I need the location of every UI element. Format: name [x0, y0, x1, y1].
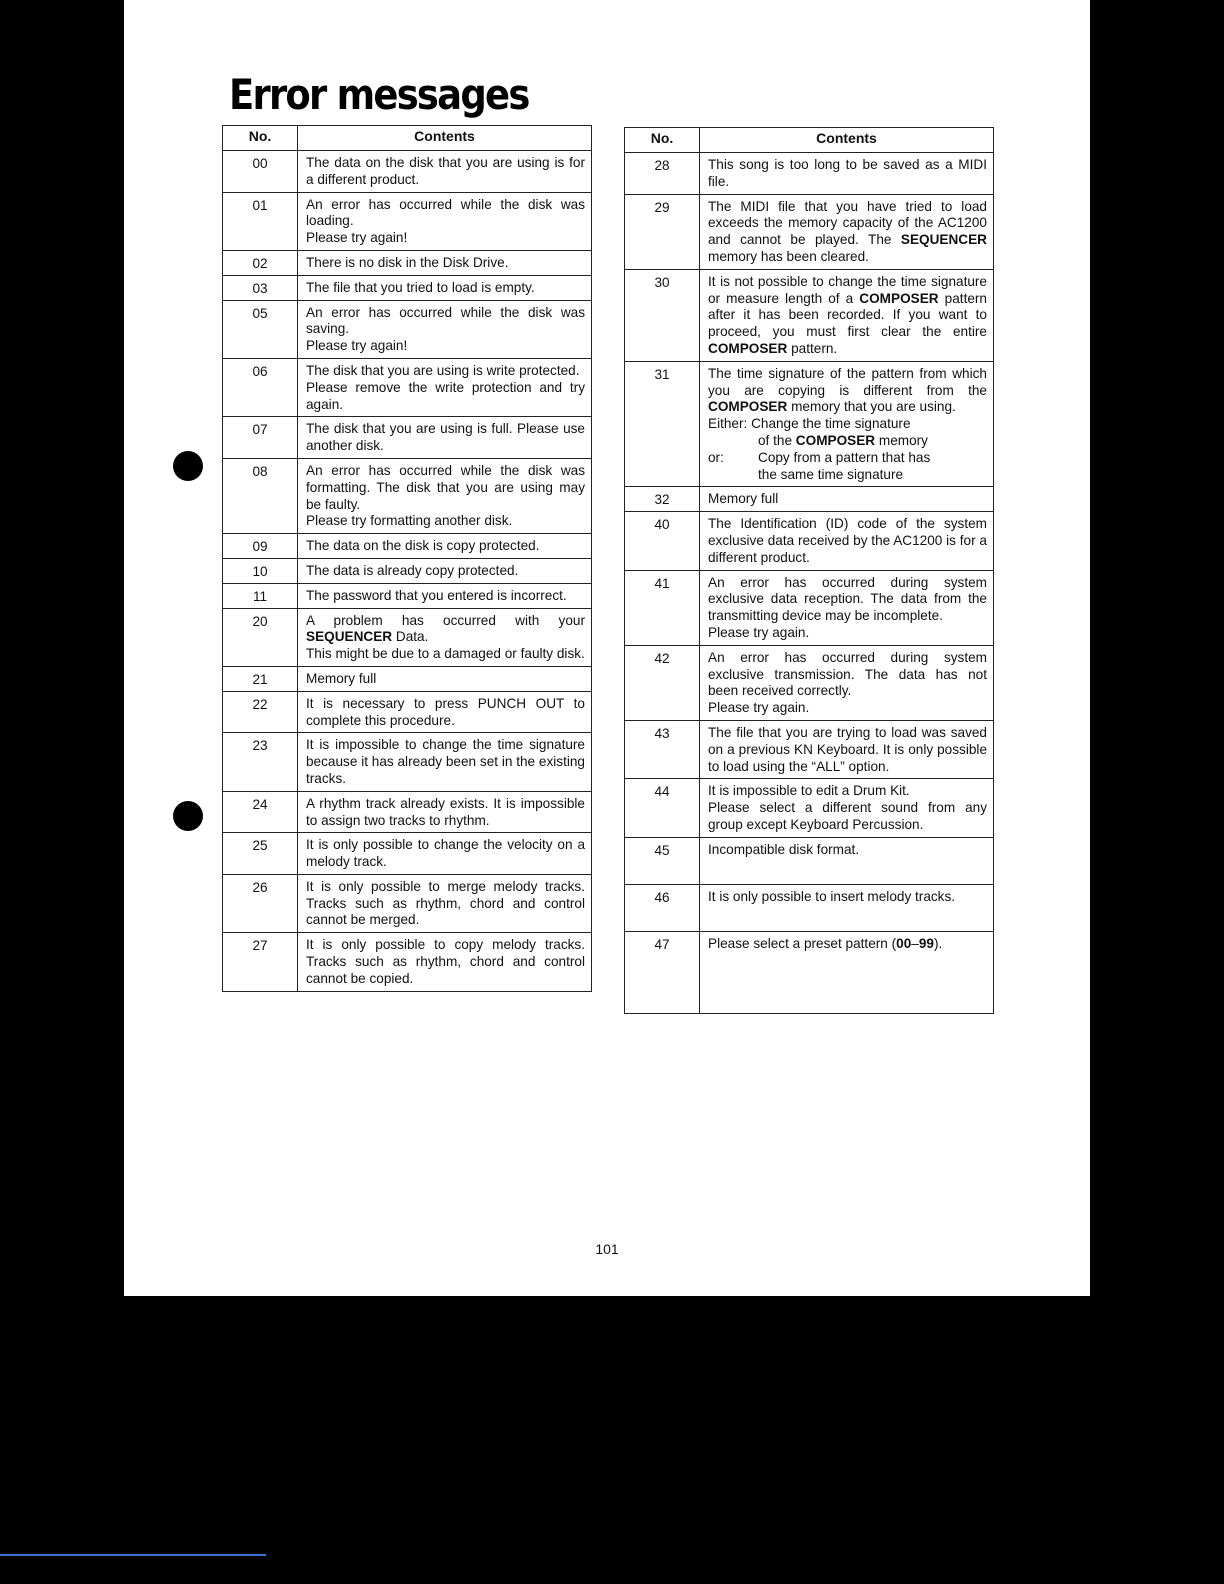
error-code: 02 — [223, 250, 298, 275]
error-message: It is only possible to copy melody tracks. Tracks such as rhythm, chord and control cannot be copied. — [298, 933, 592, 991]
error-row-45 — [625, 837, 994, 884]
error-code: 42 — [625, 645, 700, 720]
error-code: 30 — [625, 269, 700, 361]
error-code: 41 — [625, 570, 700, 645]
error-row-24 — [223, 791, 592, 833]
error-message: Memory full — [700, 487, 994, 512]
error-row-20 — [223, 608, 592, 666]
table-header-row — [223, 126, 592, 151]
scan-border-notch — [1036, 0, 1090, 8]
error-row-31 — [625, 361, 994, 487]
error-code: 10 — [223, 558, 298, 583]
error-message: The data on the disk that you are using is for a different product. — [298, 151, 592, 193]
error-message: It is only possible to insert melody tracks. — [700, 884, 994, 931]
error-row-40 — [625, 512, 994, 570]
header-no: No. — [223, 126, 298, 151]
error-code: 25 — [223, 833, 298, 875]
error-table-left-body — [223, 151, 592, 992]
error-code: 21 — [223, 666, 298, 691]
error-table-right — [624, 127, 994, 1014]
error-code: 40 — [625, 512, 700, 570]
error-code: 11 — [223, 583, 298, 608]
binder-hole-2 — [173, 801, 203, 831]
error-code: 06 — [223, 358, 298, 416]
error-message: It is impossible to edit a Drum Kit. Please select a different sound from any group except Keyboard Percussion. — [700, 779, 994, 837]
error-row-10 — [223, 558, 592, 583]
table-header-row — [625, 128, 994, 153]
error-message: The password that you entered is incorrect. — [298, 583, 592, 608]
error-message: The data on the disk is copy protected. — [298, 534, 592, 559]
error-message: The data is already copy protected. — [298, 558, 592, 583]
error-row-22 — [223, 691, 592, 733]
error-message: An error has occurred during system exclusive transmission. The data has not been received correctly. Please try again. — [700, 645, 994, 720]
error-message: Memory full — [298, 666, 592, 691]
error-row-05 — [223, 300, 592, 358]
error-row-03 — [223, 275, 592, 300]
error-row-44 — [625, 779, 994, 837]
error-row-46 — [625, 884, 994, 931]
error-message: Incompatible disk format. — [700, 837, 994, 884]
error-message: The file that you are trying to load was saved on a previous KN Keyboard. It is only possible to load using the “ALL” option. — [700, 720, 994, 778]
error-row-42 — [625, 645, 994, 720]
error-message: Please select a preset pattern (00–99). — [700, 931, 994, 1013]
error-message: An error has occurred during system exclusive data reception. The data from the transmitting device may be incomplete. Please try again. — [700, 570, 994, 645]
error-code: 03 — [223, 275, 298, 300]
error-row-29 — [625, 194, 994, 269]
header-contents: Contents — [298, 126, 592, 151]
error-code: 26 — [223, 874, 298, 932]
error-row-09 — [223, 534, 592, 559]
error-code: 29 — [625, 194, 700, 269]
error-row-07 — [223, 417, 592, 459]
error-code: 46 — [625, 884, 700, 931]
error-message: It is only possible to change the velocity on a melody track. — [298, 833, 592, 875]
error-code: 43 — [625, 720, 700, 778]
page-title: Error messages — [229, 70, 529, 119]
error-row-26 — [223, 874, 592, 932]
error-message: A problem has occurred with your SEQUENCER Data. This might be due to a damaged or faulty disk. — [298, 608, 592, 666]
error-message: The time signature of the pattern from which you are copying is different from the COMPOSER memory that you are using. Either: Change the time signature of the COMPOSER memory or: Copy from a pattern that has the same time signature — [700, 361, 994, 487]
error-code: 22 — [223, 691, 298, 733]
error-code: 07 — [223, 417, 298, 459]
error-row-08 — [223, 458, 592, 533]
page-number: 101 — [595, 1241, 619, 1257]
error-row-27 — [223, 933, 592, 991]
error-message: This song is too long to be saved as a MIDI file. — [700, 153, 994, 195]
error-row-30 — [625, 269, 994, 361]
error-message: There is no disk in the Disk Drive. — [298, 250, 592, 275]
error-message: It is necessary to press PUNCH OUT to complete this procedure. — [298, 691, 592, 733]
error-message: The disk that you are using is full. Please use another disk. — [298, 417, 592, 459]
error-row-28 — [625, 153, 994, 195]
error-message: An error has occurred while the disk was saving. Please try again! — [298, 300, 592, 358]
error-message: The disk that you are using is write protected. Please remove the write protection and try again. — [298, 358, 592, 416]
error-code: 09 — [223, 534, 298, 559]
error-code: 23 — [223, 733, 298, 791]
error-row-02 — [223, 250, 592, 275]
error-code: 44 — [625, 779, 700, 837]
error-message: An error has occurred while the disk was formatting. The disk that you are using may be faulty. Please try formatting another disk. — [298, 458, 592, 533]
error-row-32 — [625, 487, 994, 512]
error-row-00 — [223, 151, 592, 193]
error-message: The MIDI file that you have tried to load exceeds the memory capacity of the AC1200 and cannot be played. The SEQUENCER memory has been cleared. — [700, 194, 994, 269]
error-row-11 — [223, 583, 592, 608]
error-message: It is only possible to merge melody tracks. Tracks such as rhythm, chord and control cannot be merged. — [298, 874, 592, 932]
error-row-47 — [625, 931, 994, 1013]
error-row-25 — [223, 833, 592, 875]
error-code: 27 — [223, 933, 298, 991]
binder-hole-1 — [173, 451, 203, 481]
error-message: It is not possible to change the time signature or measure length of a COMPOSER pattern after it has been recorded. If you want to proceed, you must first clear the entire COMPOSER pattern. — [700, 269, 994, 361]
scan-mark — [0, 1554, 266, 1556]
header-contents: Contents — [700, 128, 994, 153]
error-message: The Identification (ID) code of the system exclusive data received by the AC1200 is for a different product. — [700, 512, 994, 570]
error-row-01 — [223, 192, 592, 250]
error-code: 31 — [625, 361, 700, 487]
error-row-41 — [625, 570, 994, 645]
error-code: 45 — [625, 837, 700, 884]
header-no: No. — [625, 128, 700, 153]
error-code: 24 — [223, 791, 298, 833]
scan-border-bottom — [0, 1296, 1224, 1584]
error-message: An error has occurred while the disk was loading. Please try again! — [298, 192, 592, 250]
error-row-43 — [625, 720, 994, 778]
manual-page — [124, 8, 1090, 1296]
error-code: 00 — [223, 151, 298, 193]
error-code: 20 — [223, 608, 298, 666]
error-code: 01 — [223, 192, 298, 250]
error-code: 28 — [625, 153, 700, 195]
error-message: A rhythm track already exists. It is impossible to assign two tracks to rhythm. — [298, 791, 592, 833]
error-row-23 — [223, 733, 592, 791]
error-message: It is impossible to change the time signature because it has already been set in the existing tracks. — [298, 733, 592, 791]
error-table-left — [222, 125, 592, 992]
error-code: 08 — [223, 458, 298, 533]
error-code: 47 — [625, 931, 700, 1013]
error-row-21 — [223, 666, 592, 691]
error-code: 05 — [223, 300, 298, 358]
error-message: The file that you tried to load is empty. — [298, 275, 592, 300]
error-row-06 — [223, 358, 592, 416]
error-table-right-body — [625, 153, 994, 1014]
error-code: 32 — [625, 487, 700, 512]
